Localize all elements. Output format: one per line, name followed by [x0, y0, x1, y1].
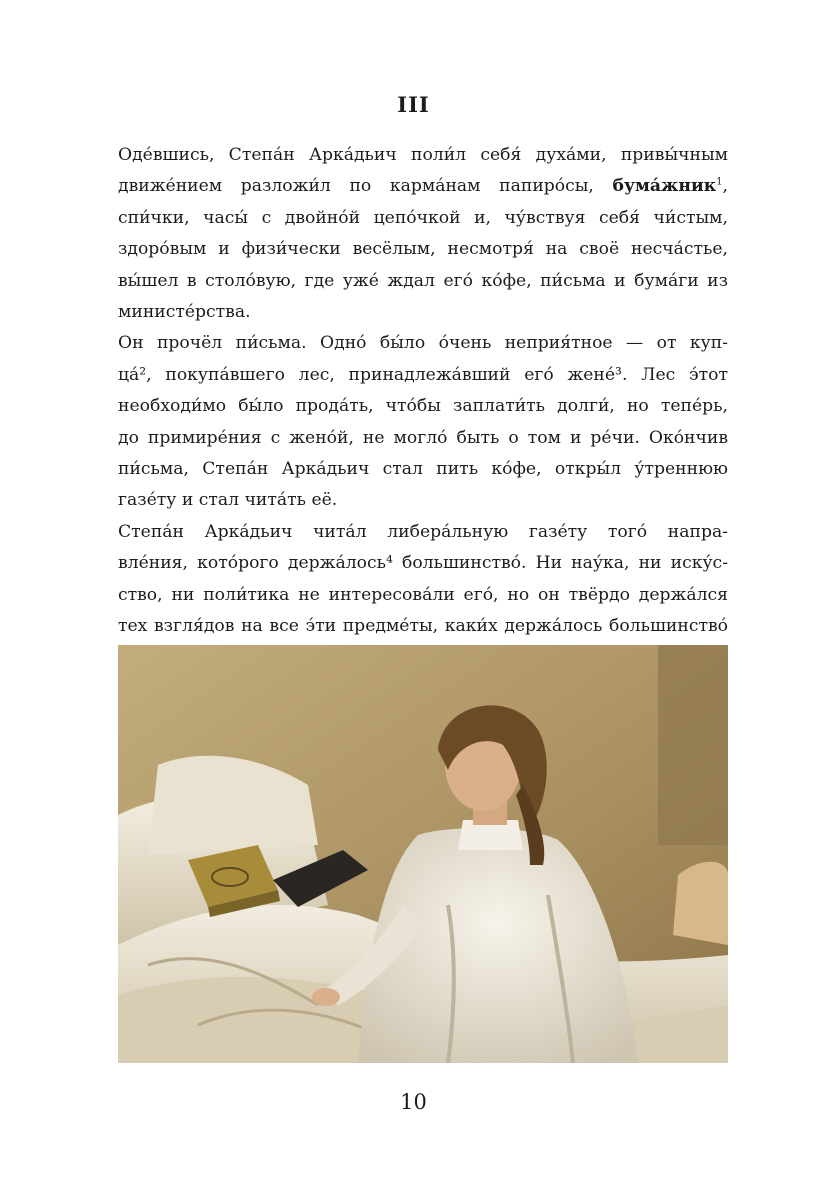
- text-line: ство, ни поли́тика не интересова́ли его́, но он твёрдо держа́лся: [118, 584, 728, 605]
- text-line: ца́², покупа́вшего лес, принадлежа́вший его́ жене́³. Лес э́тот: [118, 364, 728, 385]
- text-line: тех взгля́дов на все э́ти предме́ты, каки́х держа́лось большинство́: [118, 616, 728, 637]
- paragraph: [118, 328, 728, 516]
- chapter-title: III: [397, 92, 430, 117]
- page-number: 10: [400, 1090, 427, 1114]
- text-line: вле́ния, кото́рого держа́лось⁴ большинство́. Ни нау́ка, ни иску́с-: [118, 553, 728, 574]
- text-line: [118, 171, 728, 202]
- text-line: здоро́вым и физи́чески весёлым, несмотря́ на своё несча́стье,: [118, 239, 728, 260]
- text-line: газе́ту и стал чита́ть её.: [118, 490, 338, 511]
- text-line: пи́сьма, Степа́н Арка́дьич стал пить ко́фе, откры́л у́треннюю: [118, 459, 728, 480]
- text-line: спи́чки, часы́ с двойно́й цепо́чкой и, чу́вствуя себя́ чи́стым,: [118, 207, 728, 228]
- paragraph: [118, 140, 728, 328]
- illustration-drawing: [118, 645, 728, 1063]
- text-line: Оде́вшись, Степа́н Арка́дьич поли́л себя́ духа́ми, привы́чным: [118, 145, 728, 165]
- footnote-marker: 1: [716, 176, 723, 188]
- illustration-image: [118, 645, 728, 1063]
- text-line: министе́рства.: [118, 302, 251, 323]
- text-line: Он прочёл пи́сьма. Одно́ бы́ло о́чень неприя́тное — от куп-: [118, 333, 728, 354]
- text-line: Степа́н Арка́дьич чита́л либера́льную газе́ту того́ напра-: [118, 521, 728, 542]
- text-line: до примире́ния с жено́й, не могло́ быть о том и ре́чи. Око́нчив: [118, 427, 728, 448]
- text-fragment: ,: [722, 176, 728, 197]
- text-line: вы́шел в столо́вую, где уже́ ждал его́ ко́фе, пи́сьма и бума́ги из: [118, 270, 728, 291]
- bold-term: бума́жник: [612, 176, 717, 197]
- text-fragment: движе́нием разложи́л по карма́нам папиро́сы,: [118, 176, 613, 197]
- text-line: необходи́мо бы́ло прода́ть, что́бы заплати́ть долги́, но тепе́рь,: [118, 396, 728, 417]
